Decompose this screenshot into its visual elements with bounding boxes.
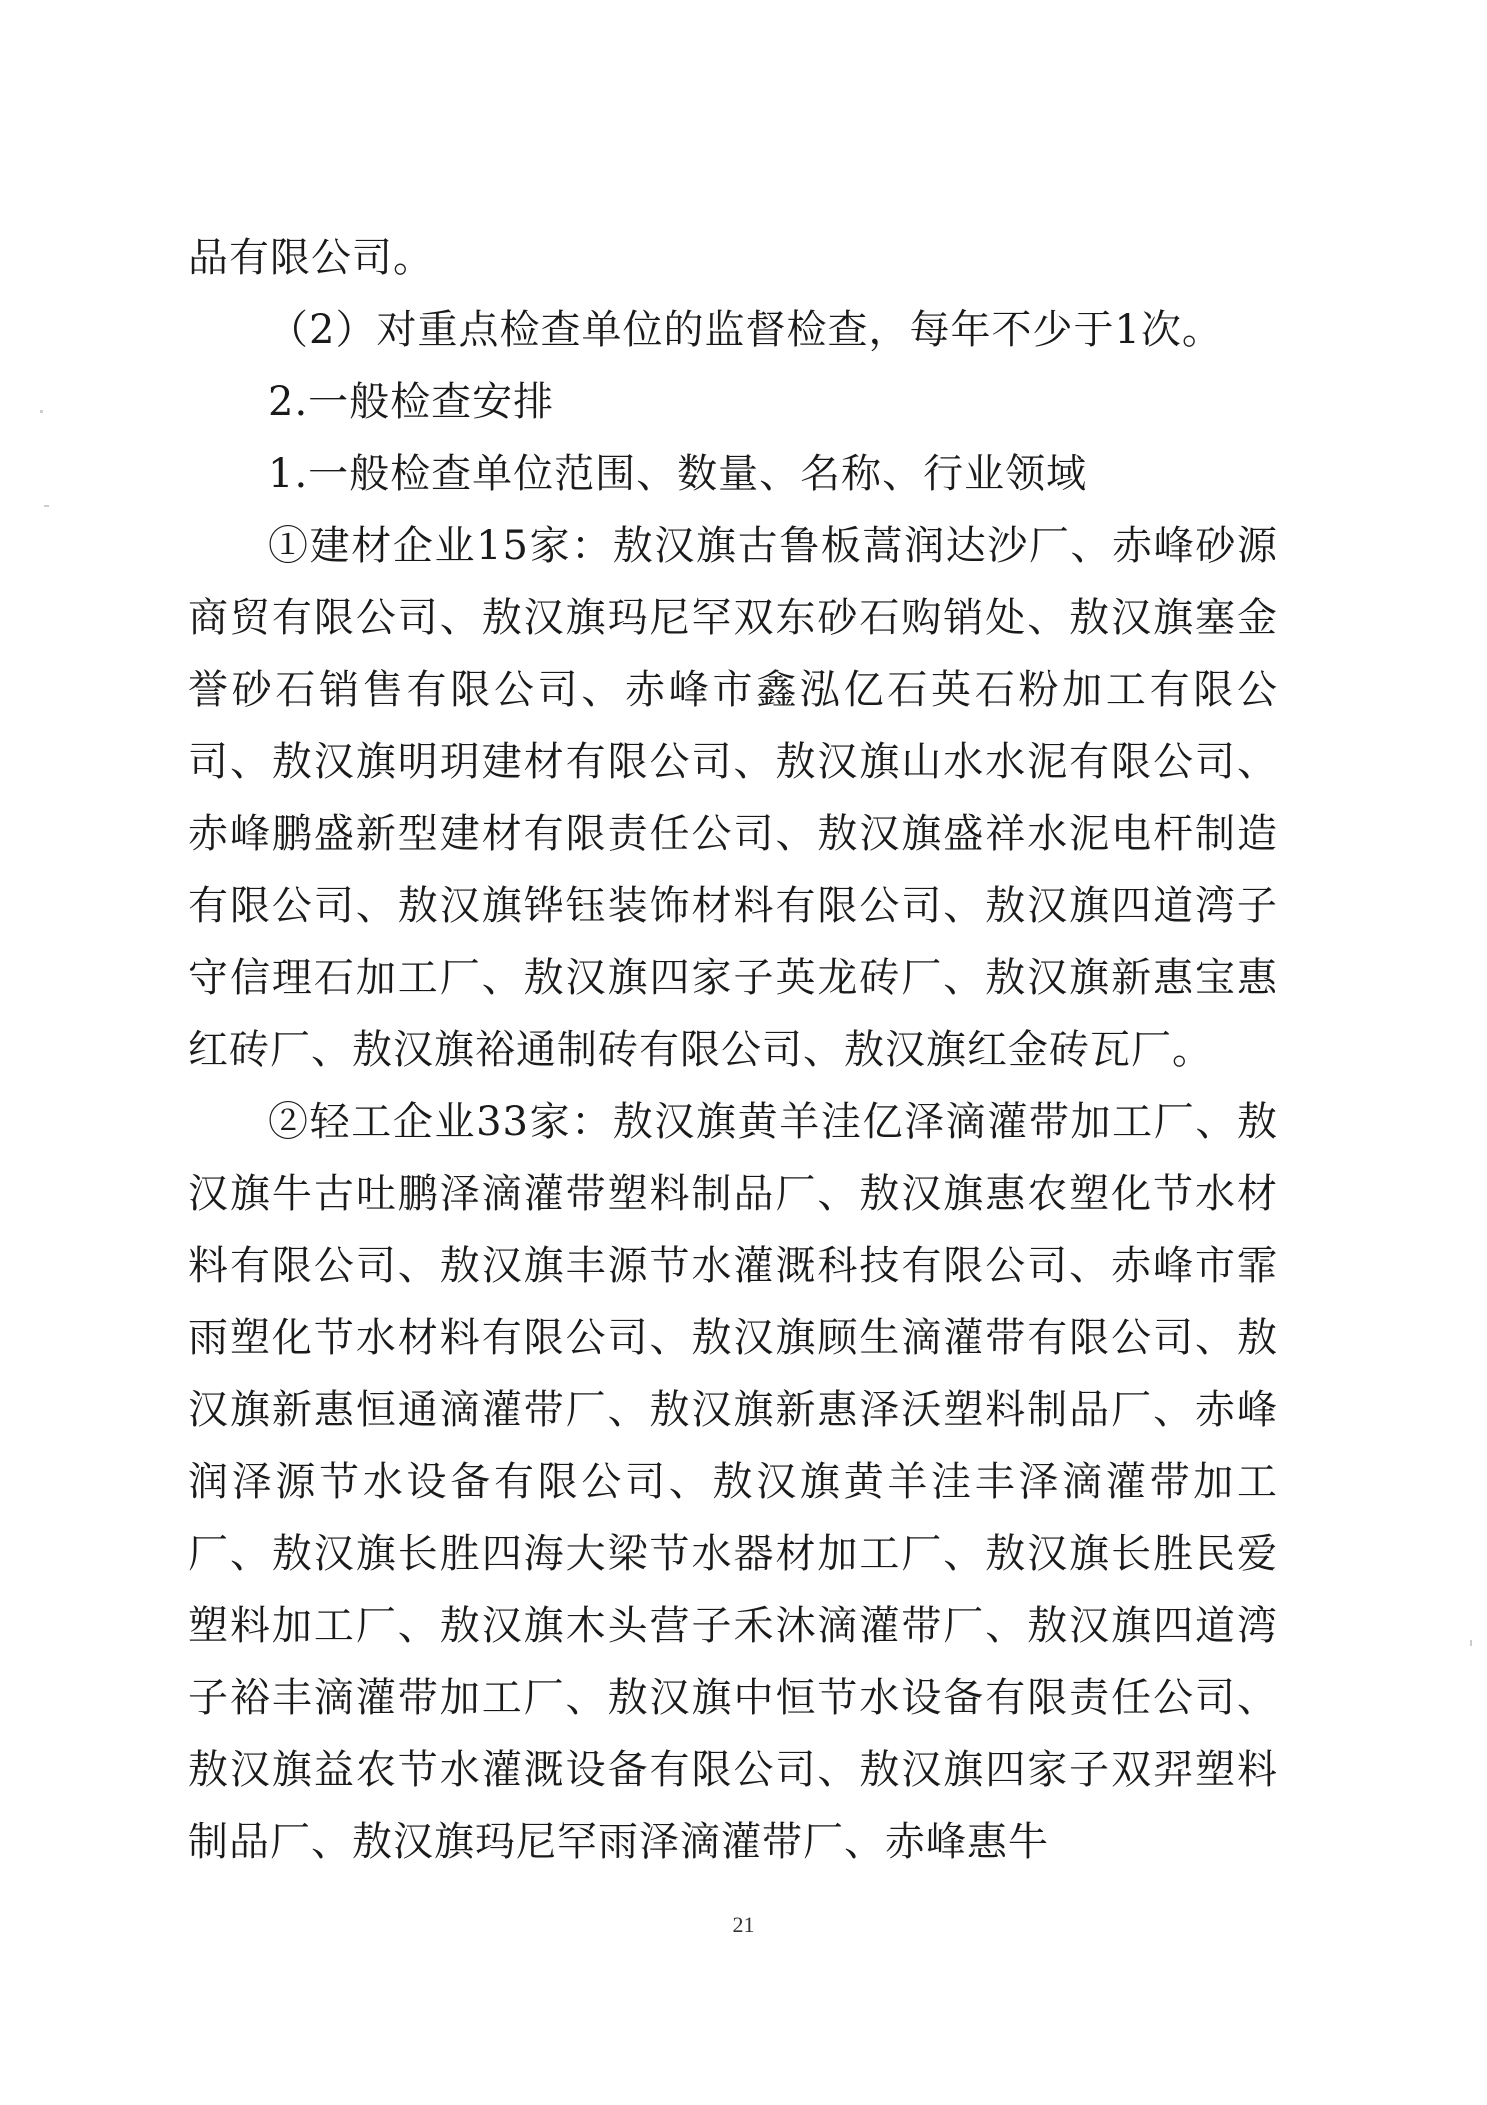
paragraph-continuation: 品有限公司。 (188, 235, 434, 281)
heading-general-inspection-scope: 1.一般检查单位范围、数量、名称、行业领域 (268, 451, 1088, 497)
page-number: 21 (732, 1912, 755, 1937)
scan-mark (40, 410, 43, 413)
paragraph-building-materials: ①建材企业15家：敖汉旗古鲁板蒿润达沙厂、赤峰砂源商贸有限公司、敖汉旗玛尼罕双东砂石购销处、敖汉旗塞金誉砂石销售有限公司、赤峰市鑫泓亿石英石粉加工有限公司、敖汉旗明玥建材有限公司、敖汉旗山水水泥有限公司、赤峰鹏盛新型建材有限责任公司、敖汉旗盛祥水泥电杆制造有限公司、敖汉旗铧钰装饰材料有限公司、敖汉旗四道湾子守信理石加工厂、敖汉旗四家子英龙砖厂、敖汉旗新惠宝惠红砖厂、敖汉旗裕通制砖有限公司、敖汉旗红金砖瓦厂。 (188, 523, 1278, 1073)
body-text (188, 222, 1278, 1878)
paragraph-inspection-frequency: （2）对重点检查单位的监督检查，每年不少于1次。 (268, 307, 1223, 353)
paragraph-light-industry: ②轻工企业33家：敖汉旗黄羊洼亿泽滴灌带加工厂、敖汉旗牛古吐鹏泽滴灌带塑料制品厂、敖汉旗惠农塑化节水材料有限公司、敖汉旗丰源节水灌溉科技有限公司、赤峰市霏雨塑化节水材料有限公司、敖汉旗顾生滴灌带有限公司、敖汉旗新惠恒通滴灌带厂、敖汉旗新惠泽沃塑料制品厂、赤峰润泽源节水设备有限公司、敖汉旗黄羊洼丰泽滴灌带加工厂、敖汉旗长胜四海大梁节水器材加工厂、敖汉旗长胜民爱塑料加工厂、敖汉旗木头营子禾沐滴灌带厂、敖汉旗四道湾子裕丰滴灌带加工厂、敖汉旗中恒节水设备有限责任公司、敖汉旗益农节水灌溉设备有限公司、敖汉旗四家子双羿塑料制品厂、敖汉旗玛尼罕雨泽滴灌带厂、赤峰惠牛 (188, 1099, 1278, 1865)
heading-general-inspection: 2.一般检查安排 (268, 379, 555, 425)
scan-mark (44, 505, 49, 507)
scan-mark (1470, 1640, 1472, 1646)
